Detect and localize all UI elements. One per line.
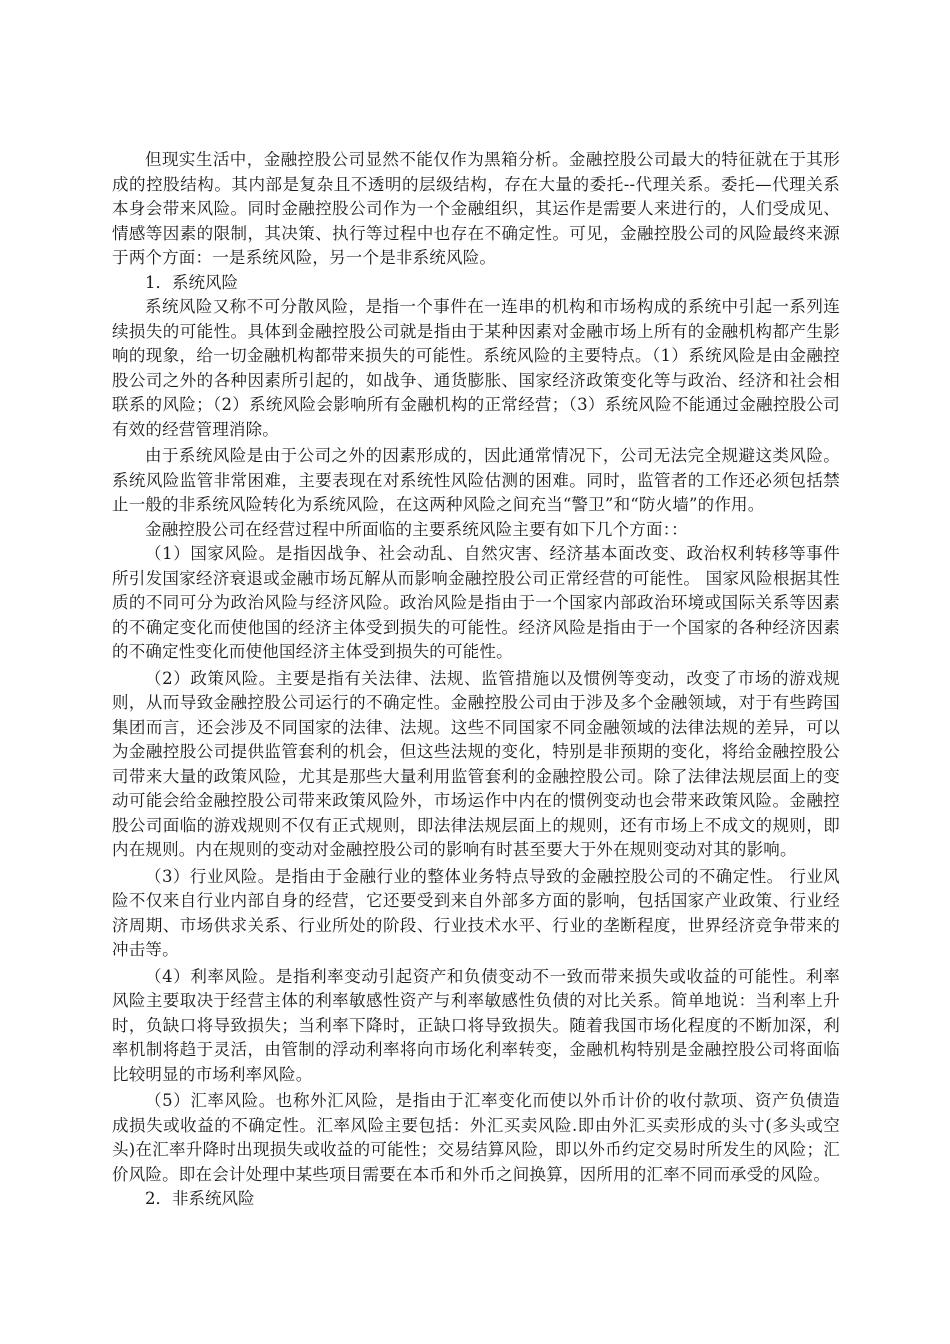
- document-body: [112, 148, 840, 1212]
- paragraph-main-risks-intro: 金融控股公司在经营过程中所面临的主要系统风险主要有如下几个方面：：: [145, 519, 688, 539]
- paragraph-country-risk: （1）国家风险。是指因战争、社会动乱、自然灾害、经济基本面改变、政治权利转移等事件所引发国家经济衰退或金融市场瓦解从而影响金融控股公司正常经营的可能性。 国家风险根据其性质的不同可分为政治风险与经济风险。政治风险是指由于一个国家内部政治环境或国际关系等因素的不确定变化而使他国的经济主体受到损失的可能性。经济风险是指由于一个国家的各种经济因素的不确定性变化而使他国经济主体受到损失的可能性。: [112, 544, 840, 661]
- paragraph-systematic-risk-definition: 系统风险又称不可分散风险，是指一个事件在一连串的机构和市场构成的系统中引起一系列连续损失的可能性。具体到金融控股公司就是指由于某种因素对金融市场上所有的金融机构都产生影响的现象，给一切金融机构都带来损失的可能性。系统风险的主要特点。（1）系统风险是由金融控股公司之外的各种因素所引起的，如战争、通货膨胀、国家经济政策变化等与政治、经济和社会相联系的风险；（2）系统风险会影响所有金融机构的正常经营；（3）系统风险不能通过金融控股公司有效的经营管理消除。: [112, 297, 840, 439]
- paragraph-intro: 但现实生活中，金融控股公司显然不能仅作为黑箱分析。金融控股公司最大的特征就在于其形成的控股结构。其内部是复杂且不透明的层级结构，存在大量的委托--代理关系。委托—代理关系本身会带来风险。同时金融控股公司作为一个金融组织，其运作是需要人来进行的，人们受成见、情感等因素的限制，其决策、执行等过程中也存在不确定性。可见，金融控股公司的风险最终来源于两个方面：一是系统风险，另一个是非系统风险。: [112, 150, 840, 267]
- heading-non-systematic-risk: 2．非系统风险: [145, 1189, 255, 1208]
- heading-systematic-risk: 1．系统风险: [145, 272, 238, 292]
- paragraph-systematic-risk-supervision: 由于系统风险是由于公司之外的因素形成的，因此通常情况下，公司无法完全规避这类风险。系统风险监管非常困难，主要表现在对系统性风险估测的困难。同时，监管者的工作还必须包括禁止一般的非系统风险转化为系统风险，在这两种风险之间充当“警卫”和“防火墙”的作用。: [112, 446, 840, 514]
- paragraph-industry-risk: （3）行业风险。是指由于金融行业的整体业务特点导致的金融控股公司的不确定性。 行业风险不仅来自行业内部自身的经营，它还要受到来自外部多方面的影响，包括国家产业政策、行业经济周期、市场供求关系、行业所处的阶段、行业技术水平、行业的垄断程度，世界经济竞争带来的冲击等。: [112, 866, 840, 959]
- paragraph-policy-risk: （2）政策风险。主要是指有关法律、法规、监管措施以及惯例等变动，改变了市场的游戏规则，从而导致金融控股公司运行的不确定性。金融控股公司由于涉及多个金融领域，对于有些跨国集团而言，还会涉及不同国家的法律、法规。这些不同国家不同金融领域的法律法规的差异，可以为金融控股公司提供监管套利的机会，但这些法规的变化，特别是非预期的变化，将给金融控股公司带来大量的政策风险，尤其是那些大量利用监管套利的金融控股公司。除了法律法规层面上的变动可能会给金融控股公司带来政策风险外，市场运作中内在的惯例变动也会带来政策风险。金融控股公司面临的游戏规则不仅有正式规则，即法律法规层面上的规则，还有市场上不成文的规则，即内在规则。内在规则的变动对金融控股公司的影响有时甚至要大于外在规则变动对其的影响。: [112, 668, 840, 859]
- paragraph-exchange-rate-risk: （5）汇率风险。也称外汇风险，是指由于汇率变化而使以外币计价的收付款项、资产负债造成损失或收益的不确定性。汇率风险主要包括：外汇买卖风险.即由外汇买卖形成的头寸(多头或空头)在汇率升降时出现损失或收益的可能性；交易结算风险，即以外币约定交易时所发生的风险；汇价风险。即在会计处理中某些项目需要在本币和外币之间换算，因所用的汇率不同而承受的风险。: [112, 1091, 840, 1184]
- paragraph-interest-rate-risk: （4）利率风险。是指利率变动引起资产和负债变动不一致而带来损失或收益的可能性。利率风险主要取决于经营主体的利率敏感性资产与利率敏感性负债的对比关系。简单地说：当利率上升时，负缺口将导致损失；当利率下降时，正缺口将导致损失。随着我国市场化程度的不断加深，利率机制将趋于灵活，由管制的浮动利率将向市场化利率转变，金融机构特别是金融控股公司将面临比较明显的市场利率风险。: [112, 966, 840, 1084]
